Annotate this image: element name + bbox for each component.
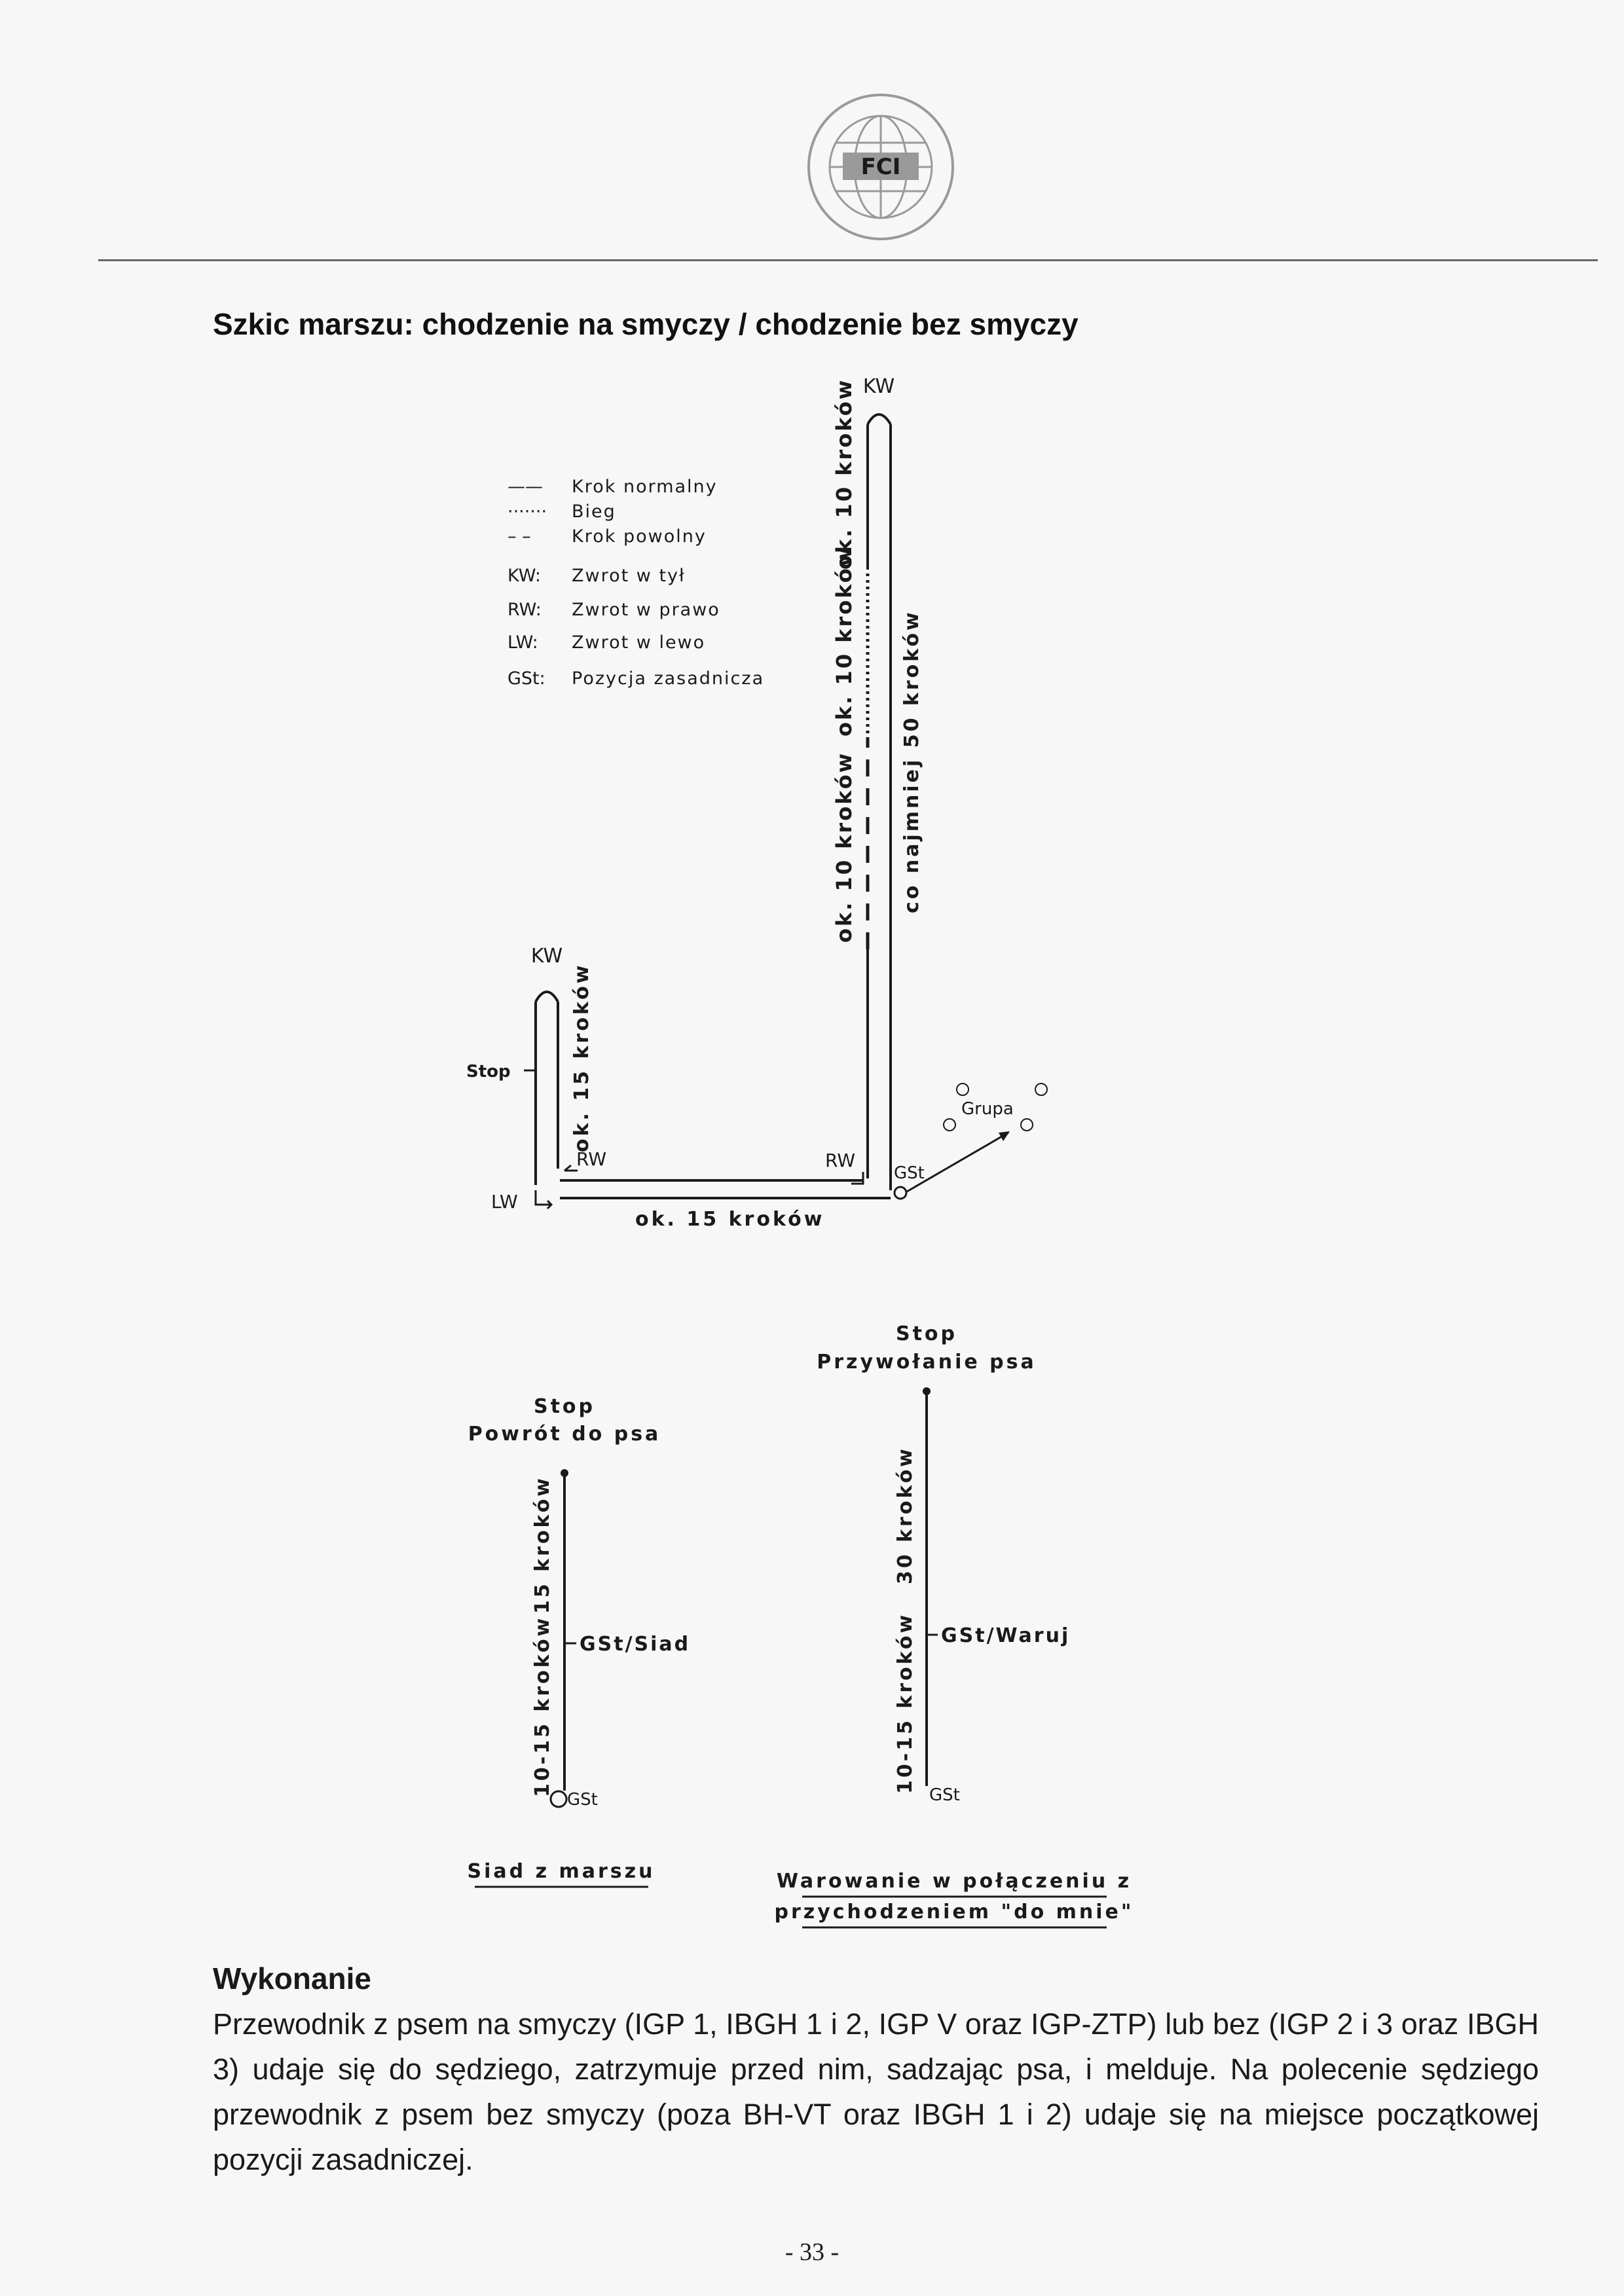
- down-stop-dot: [923, 1387, 931, 1395]
- kw-left-label: KW: [530, 945, 563, 968]
- legend-symbol-kw: KW:: [507, 566, 541, 586]
- min-50-label: co najmniej 50 kroków: [900, 610, 923, 913]
- rw-right-label: RW: [825, 1150, 856, 1171]
- sit-mid-label: GSt/Siad: [580, 1633, 691, 1656]
- legend-symbol-run: ·······: [507, 501, 547, 522]
- legend-symbol-normal: ——: [507, 477, 543, 497]
- group-person: [957, 1084, 969, 1095]
- down-stop-label: Stop: [895, 1322, 958, 1345]
- stop-label: Stop: [466, 1062, 511, 1082]
- down-caption-line-1: Warowanie w połączeniu z: [776, 1870, 1132, 1893]
- legend-label-gst: Pozycja zasadnicza: [572, 668, 765, 689]
- legend-symbol-lw: LW:: [507, 632, 538, 653]
- legend-symbol-slow: – –: [507, 526, 531, 547]
- section-heading: Wykonanie: [213, 1961, 371, 1995]
- rw-left-hook-icon: [564, 1165, 578, 1171]
- segment-slow-label: ok. 10 kroków: [832, 751, 857, 943]
- gst-circle: [895, 1187, 906, 1199]
- legend-label-slow: Krok powolny: [572, 526, 707, 547]
- sit-stop-dot: [561, 1469, 568, 1477]
- sit-upper-seg-label: 15 kroków: [531, 1475, 554, 1614]
- legend-symbol-rw: RW:: [507, 600, 542, 620]
- rw-left-label: RW: [576, 1148, 607, 1170]
- lw-label: LW: [491, 1191, 518, 1212]
- down-diagram: [774, 1322, 1134, 1927]
- segment-run-label: ok. 10 kroków: [832, 545, 857, 737]
- sit-lower-seg-label: 10-15 kroków: [531, 1615, 554, 1797]
- legend: [507, 477, 764, 689]
- down-lower-seg-label: 10-15 kroków: [894, 1612, 917, 1794]
- sit-stop-label: Stop: [533, 1395, 596, 1418]
- group-person: [1021, 1119, 1033, 1131]
- kw-top-label: KW: [862, 375, 895, 398]
- group-person: [1035, 1084, 1047, 1095]
- seg-15-horizontal-label: ok. 15 kroków: [635, 1208, 825, 1231]
- legend-label-kw: Zwrot w tył: [572, 566, 686, 586]
- legend-label-normal: Krok normalny: [572, 477, 718, 497]
- gst-label: GSt: [894, 1163, 925, 1183]
- legend-symbol-gst: GSt:: [507, 668, 545, 689]
- sit-diagram: [468, 1395, 691, 1887]
- segment-normal-label: ok. 10 kroków: [832, 378, 857, 570]
- sit-gst-label: GSt: [567, 1790, 598, 1810]
- kw-top-turn: [868, 414, 891, 424]
- page-number: - 33 -: [784, 2238, 840, 2266]
- group-label: Grupa: [961, 1099, 1014, 1119]
- down-mid-label: GSt/Waruj: [941, 1624, 1071, 1647]
- body-paragraph: Przewodnik z psem na smyczy (IGP 1, IBGH 1 i 2, IGP V oraz IGP-ZTP) lub bez (IGP 2 i 3 oraz IBGH 3) udaje się do sędziego, zatrzymuje przed nim, sadzając psa, i melduje. Na polecenie sędziego przewodnik z psem bez smyczy (poza BH-VT oraz IBGH 1 i 2) udaje się na miejsce początkowej pozycji zasadniczej.: [213, 2007, 1539, 2176]
- legend-label-rw: Zwrot w prawo: [572, 600, 720, 620]
- legend-label-run: Bieg: [572, 501, 616, 522]
- lw-hook-icon: [536, 1190, 551, 1209]
- down-upper-seg-label: 30 kroków: [894, 1446, 917, 1584]
- sit-return-label: Powrót do psa: [468, 1423, 661, 1446]
- seg-15-vertical-label: ok. 15 kroków: [570, 962, 593, 1152]
- kw-left-turn: [536, 992, 558, 1002]
- legend-label-lw: Zwrot w lewo: [572, 632, 706, 653]
- walking-pattern-labels: [466, 375, 1014, 1231]
- page-title: Szkic marszu: chodzenie na smyczy / chodzenie bez smyczy: [213, 307, 1079, 341]
- down-recall-label: Przywołanie psa: [817, 1351, 1037, 1374]
- down-caption-line-2: przychodzeniem "do mnie": [774, 1901, 1134, 1923]
- sit-caption: Siad z marszu: [467, 1860, 655, 1883]
- group-person: [944, 1119, 955, 1131]
- rw-right-hook-icon: [851, 1172, 863, 1184]
- down-gst-label: GSt: [929, 1785, 960, 1805]
- logo-text: FCI: [860, 154, 901, 180]
